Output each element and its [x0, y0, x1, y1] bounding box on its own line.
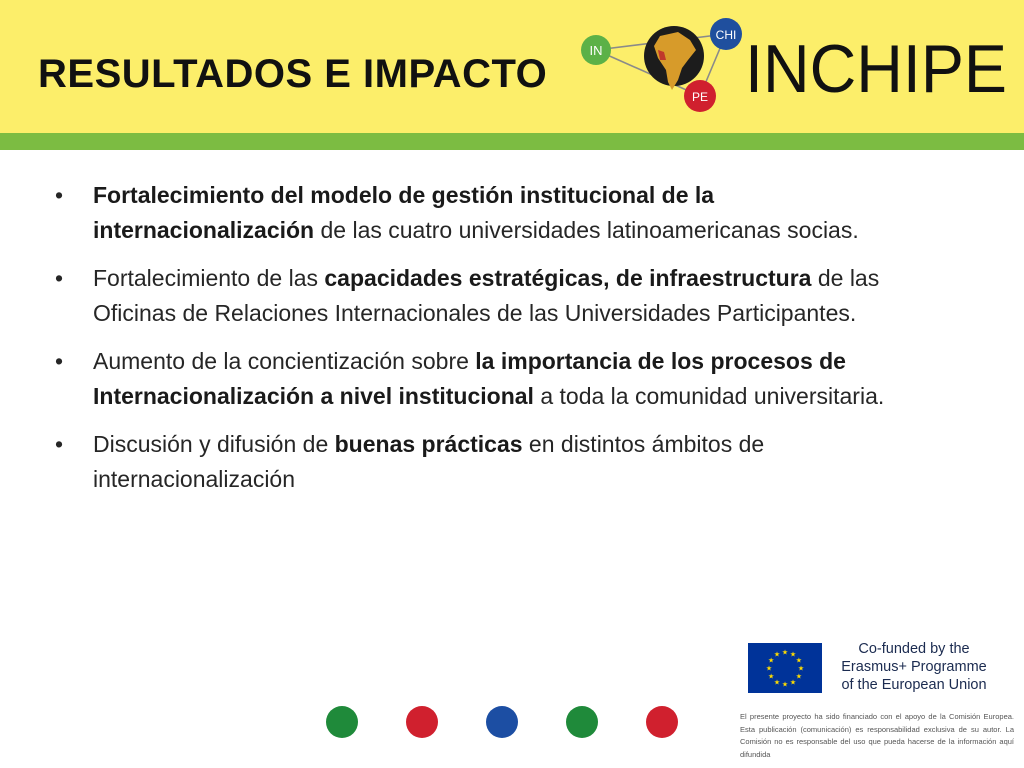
bullet-segment: de las Oficinas de Relaciones Internacionales de las Universidades Participantes.	[93, 265, 880, 326]
bullet-item	[55, 261, 895, 330]
bullet-segment: Aumento de la concientización sobre	[93, 348, 476, 374]
decorative-dot	[326, 706, 358, 738]
bullet-emphasis: Fortalecimiento del modelo de gestión institucional de la internacionalización	[93, 182, 715, 243]
bullet-segment: a toda la comunidad universitaria.	[533, 382, 885, 409]
logo-node-in-label: IN	[589, 43, 603, 58]
eu-star-icon: ★	[768, 657, 775, 665]
eu-star-icon: ★	[768, 673, 775, 681]
eu-funding-line: of the European Union	[841, 677, 987, 693]
results-bullet-list	[55, 178, 895, 510]
inchipe-wordmark	[745, 30, 1013, 102]
eu-star-icon: ★	[795, 657, 802, 665]
bullet-text	[93, 265, 879, 326]
bullet-icon: •	[55, 431, 64, 457]
bullet-item	[55, 344, 895, 413]
bullet-item	[55, 178, 895, 247]
eu-funding-line: Co-funded by the	[858, 641, 970, 657]
eu-star-icon: ★	[789, 651, 797, 659]
bullet-text	[93, 348, 884, 409]
eu-funding-line: Erasmus+ Programme	[841, 659, 987, 675]
bullet-icon: •	[55, 182, 64, 208]
eu-star-icon: ★	[773, 679, 781, 687]
bullet-icon: •	[55, 348, 64, 374]
bullet-text	[93, 182, 859, 243]
eu-star-icon: ★	[795, 673, 802, 681]
eu-star-icon: ★	[789, 679, 797, 687]
wordmark-text: INCHIPE	[745, 31, 1007, 102]
eu-star-icon: ★	[781, 681, 789, 689]
bullet-emphasis: buenas prácticas	[334, 431, 523, 457]
eu-flag-icon	[748, 643, 822, 693]
decorative-dot	[406, 706, 438, 738]
bullet-segment: de las cuatro universidades latinoamericanas socias.	[314, 216, 859, 243]
decorative-dot	[486, 706, 518, 738]
eu-funding-statement	[834, 640, 994, 694]
eu-disclaimer: El presente proyecto ha sido financiado con el apoyo de la Comisión Europea. Esta publicación (comunicación) es responsabilidad exclusiva de su autor. La Comisión no es responsable del uso que pueda hacerse de la información aquí difundida	[740, 712, 1014, 759]
bullet-emphasis: la importancia de los procesos de Internacionalización a nivel institucional	[93, 348, 846, 409]
inchipe-logo-mark	[574, 10, 758, 120]
bullet-text	[93, 431, 764, 492]
bullet-item	[55, 427, 895, 496]
decorative-dot	[566, 706, 598, 738]
slide-title: RESULTADOS E IMPACTO	[38, 52, 548, 96]
bullet-segment: Fortalecimiento de las	[93, 265, 325, 291]
eu-star-icon: ★	[781, 649, 789, 657]
bullet-segment: Discusión y difusión de	[93, 431, 335, 457]
eu-star-icon: ★	[765, 665, 773, 673]
bullet-segment: en distintos ámbitos de internacionalización	[93, 431, 765, 492]
decorative-dot	[646, 706, 678, 738]
bullet-icon: •	[55, 265, 64, 291]
header-divider	[0, 133, 1024, 150]
eu-star-icon: ★	[797, 665, 805, 673]
bullet-emphasis: capacidades estratégicas, de infraestructura	[324, 265, 812, 291]
eu-star-icon: ★	[773, 651, 781, 659]
logo-node-pe-label: PE	[691, 90, 709, 104]
logo-node-chi-label: CHI	[715, 28, 737, 42]
